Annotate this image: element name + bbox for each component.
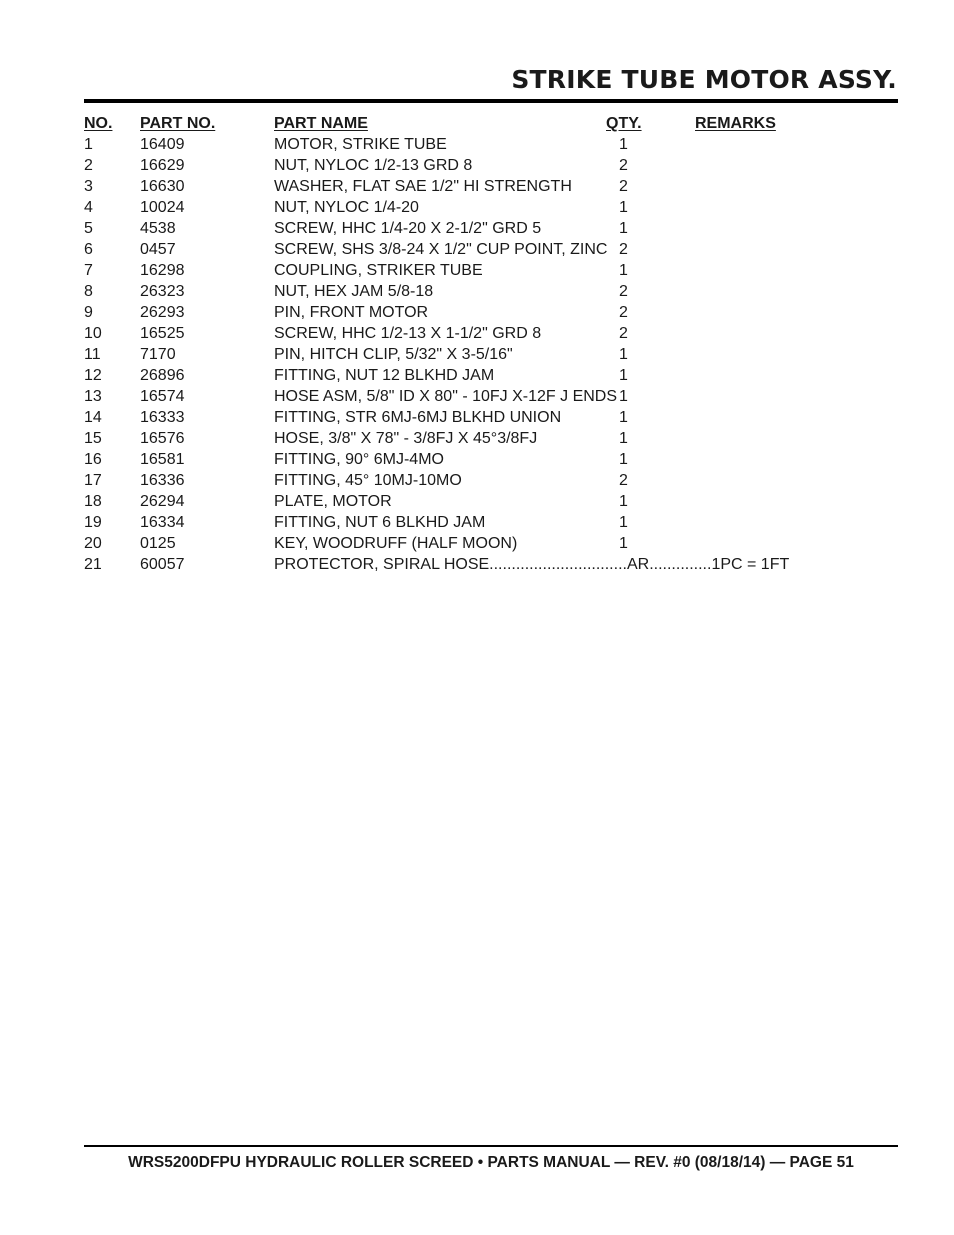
table-row	[84, 533, 898, 554]
row-no: 5	[84, 220, 93, 237]
row-part-name-with-leaders	[274, 554, 789, 575]
row-part-no: 60057	[140, 556, 185, 573]
row-part-no: 16336	[140, 472, 185, 489]
row-qty: 1	[619, 367, 628, 384]
row-part-no: 16581	[140, 451, 185, 468]
row-part-no: 16409	[140, 136, 185, 153]
row-part-name: MOTOR, STRIKE TUBE	[274, 136, 447, 153]
row-no: 4	[84, 199, 93, 216]
row-part-name: FITTING, NUT 6 BLKHD JAM	[274, 514, 486, 531]
row-part-name: NUT, HEX JAM 5/8-18	[274, 283, 434, 300]
table-row	[84, 176, 898, 197]
footer-divider	[84, 1145, 898, 1147]
row-part-no: 4538	[140, 220, 176, 237]
row-qty: 1	[619, 451, 628, 468]
row-no: 14	[84, 409, 102, 426]
row-qty: 2	[619, 472, 628, 489]
row-part-name: COUPLING, STRIKER TUBE	[274, 262, 483, 279]
row-no: 9	[84, 304, 93, 321]
row-no: 7	[84, 262, 93, 279]
row-part-no: 16576	[140, 430, 185, 447]
row-qty: 2	[619, 178, 628, 195]
title-divider	[84, 99, 898, 103]
row-qty: 1	[619, 199, 628, 216]
table-row	[84, 386, 898, 407]
row-qty: 1	[619, 220, 628, 237]
row-qty: 2	[619, 325, 628, 342]
table-row	[84, 344, 898, 365]
row-no: 20	[84, 535, 102, 552]
row-part-no: 16334	[140, 514, 185, 531]
row-part-name: WASHER, FLAT SAE 1/2" HI STRENGTH	[274, 178, 572, 195]
column-header-no: NO.	[84, 115, 113, 132]
row-part-name: NUT, NYLOC 1/4-20	[274, 199, 419, 216]
row-part-name: SCREW, HHC 1/4-20 X 2-1/2" GRD 5	[274, 220, 542, 237]
row-no: 6	[84, 241, 93, 258]
row-qty: 1	[619, 409, 628, 426]
table-row	[84, 512, 898, 533]
row-no: 10	[84, 325, 102, 342]
row-part-name: FITTING, 45° 10MJ-10MO	[274, 472, 462, 489]
row-qty: 2	[619, 304, 628, 321]
row-part-no: 26293	[140, 304, 185, 321]
table-header-row	[84, 114, 898, 134]
row-part-no: 0457	[140, 241, 176, 258]
row-part-no: 16574	[140, 388, 185, 405]
page-footer: WRS5200DFPU HYDRAULIC ROLLER SCREED • PARTS MANUAL — REV. #0 (08/18/14) — PAGE 51	[128, 1154, 854, 1171]
row-qty: AR	[626, 556, 650, 573]
leader-dots: ...............................	[489, 556, 627, 573]
row-no: 11	[84, 346, 101, 363]
row-qty: 2	[619, 241, 628, 258]
parts-table	[84, 114, 898, 575]
row-qty: 1	[619, 535, 628, 552]
row-no: 19	[84, 514, 102, 531]
row-part-no: 26323	[140, 283, 185, 300]
column-header-part-name: PART NAME	[274, 115, 368, 132]
column-header-qty: QTY.	[606, 115, 642, 132]
table-row	[84, 323, 898, 344]
row-part-name: NUT, NYLOC 1/2-13 GRD 8	[274, 157, 473, 174]
row-qty: 1	[619, 346, 628, 363]
row-no: 2	[84, 157, 93, 174]
table-row	[84, 365, 898, 386]
table-row	[84, 449, 898, 470]
row-no: 12	[84, 367, 102, 384]
row-qty: 2	[619, 283, 628, 300]
row-part-name: SCREW, SHS 3/8-24 X 1/2" CUP POINT, ZINC	[274, 241, 608, 258]
table-row	[84, 218, 898, 239]
row-remarks: 1PC = 1FT	[711, 556, 790, 573]
column-header-part-no: PART NO.	[140, 115, 216, 132]
row-part-no: 0125	[140, 535, 176, 552]
row-part-no: 26294	[140, 493, 185, 510]
row-no: 18	[84, 493, 102, 510]
row-no: 13	[84, 388, 102, 405]
table-row	[84, 554, 898, 575]
page-title: STRIKE TUBE MOTOR ASSY.	[511, 65, 897, 94]
table-row	[84, 302, 898, 323]
row-part-no: 16525	[140, 325, 185, 342]
row-qty: 2	[619, 157, 628, 174]
table-row	[84, 281, 898, 302]
row-no: 17	[84, 472, 102, 489]
table-row	[84, 491, 898, 512]
table-row	[84, 260, 898, 281]
row-part-no: 16629	[140, 157, 185, 174]
row-part-name: PIN, HITCH CLIP, 5/32" X 3-5/16"	[274, 346, 513, 363]
row-no: 16	[84, 451, 102, 468]
table-body	[84, 134, 898, 554]
table-row	[84, 428, 898, 449]
row-part-name: HOSE ASM, 5/8" ID X 80" - 10FJ X-12F J ENDS	[274, 388, 618, 405]
row-part-name: FITTING, STR 6MJ-6MJ BLKHD UNION	[274, 409, 562, 426]
table-row	[84, 197, 898, 218]
row-part-name: PROTECTOR, SPIRAL HOSE	[274, 556, 490, 573]
row-part-name: SCREW, HHC 1/2-13 X 1-1/2" GRD 8	[274, 325, 542, 342]
table-row	[84, 239, 898, 260]
row-no: 8	[84, 283, 93, 300]
row-no: 21	[84, 556, 102, 573]
row-no: 15	[84, 430, 102, 447]
table-row	[84, 470, 898, 491]
row-qty: 1	[619, 493, 628, 510]
row-part-no: 16298	[140, 262, 185, 279]
table-row	[84, 134, 898, 155]
table-row	[84, 407, 898, 428]
row-part-no: 26896	[140, 367, 185, 384]
row-part-name: FITTING, 90° 6MJ-4MO	[274, 451, 444, 468]
table-row	[84, 155, 898, 176]
column-header-remarks: REMARKS	[695, 115, 776, 132]
row-qty: 1	[619, 430, 628, 447]
row-part-name: HOSE, 3/8" X 78" - 3/8FJ X 45°3/8FJ	[274, 430, 538, 447]
row-no: 3	[84, 178, 93, 195]
leader-dots: ..............	[649, 556, 712, 573]
row-qty: 1	[619, 136, 628, 153]
row-part-name: KEY, WOODRUFF (HALF MOON)	[274, 535, 518, 552]
row-no: 1	[84, 136, 93, 153]
row-part-no: 16630	[140, 178, 185, 195]
row-qty: 1	[619, 514, 628, 531]
row-qty: 1	[619, 262, 628, 279]
row-part-no: 10024	[140, 199, 185, 216]
row-part-name: PLATE, MOTOR	[274, 493, 392, 510]
row-part-name: FITTING, NUT 12 BLKHD JAM	[274, 367, 495, 384]
row-part-name: PIN, FRONT MOTOR	[274, 304, 429, 321]
row-part-no: 7170	[140, 346, 176, 363]
row-part-no: 16333	[140, 409, 185, 426]
row-qty: 1	[619, 388, 628, 405]
